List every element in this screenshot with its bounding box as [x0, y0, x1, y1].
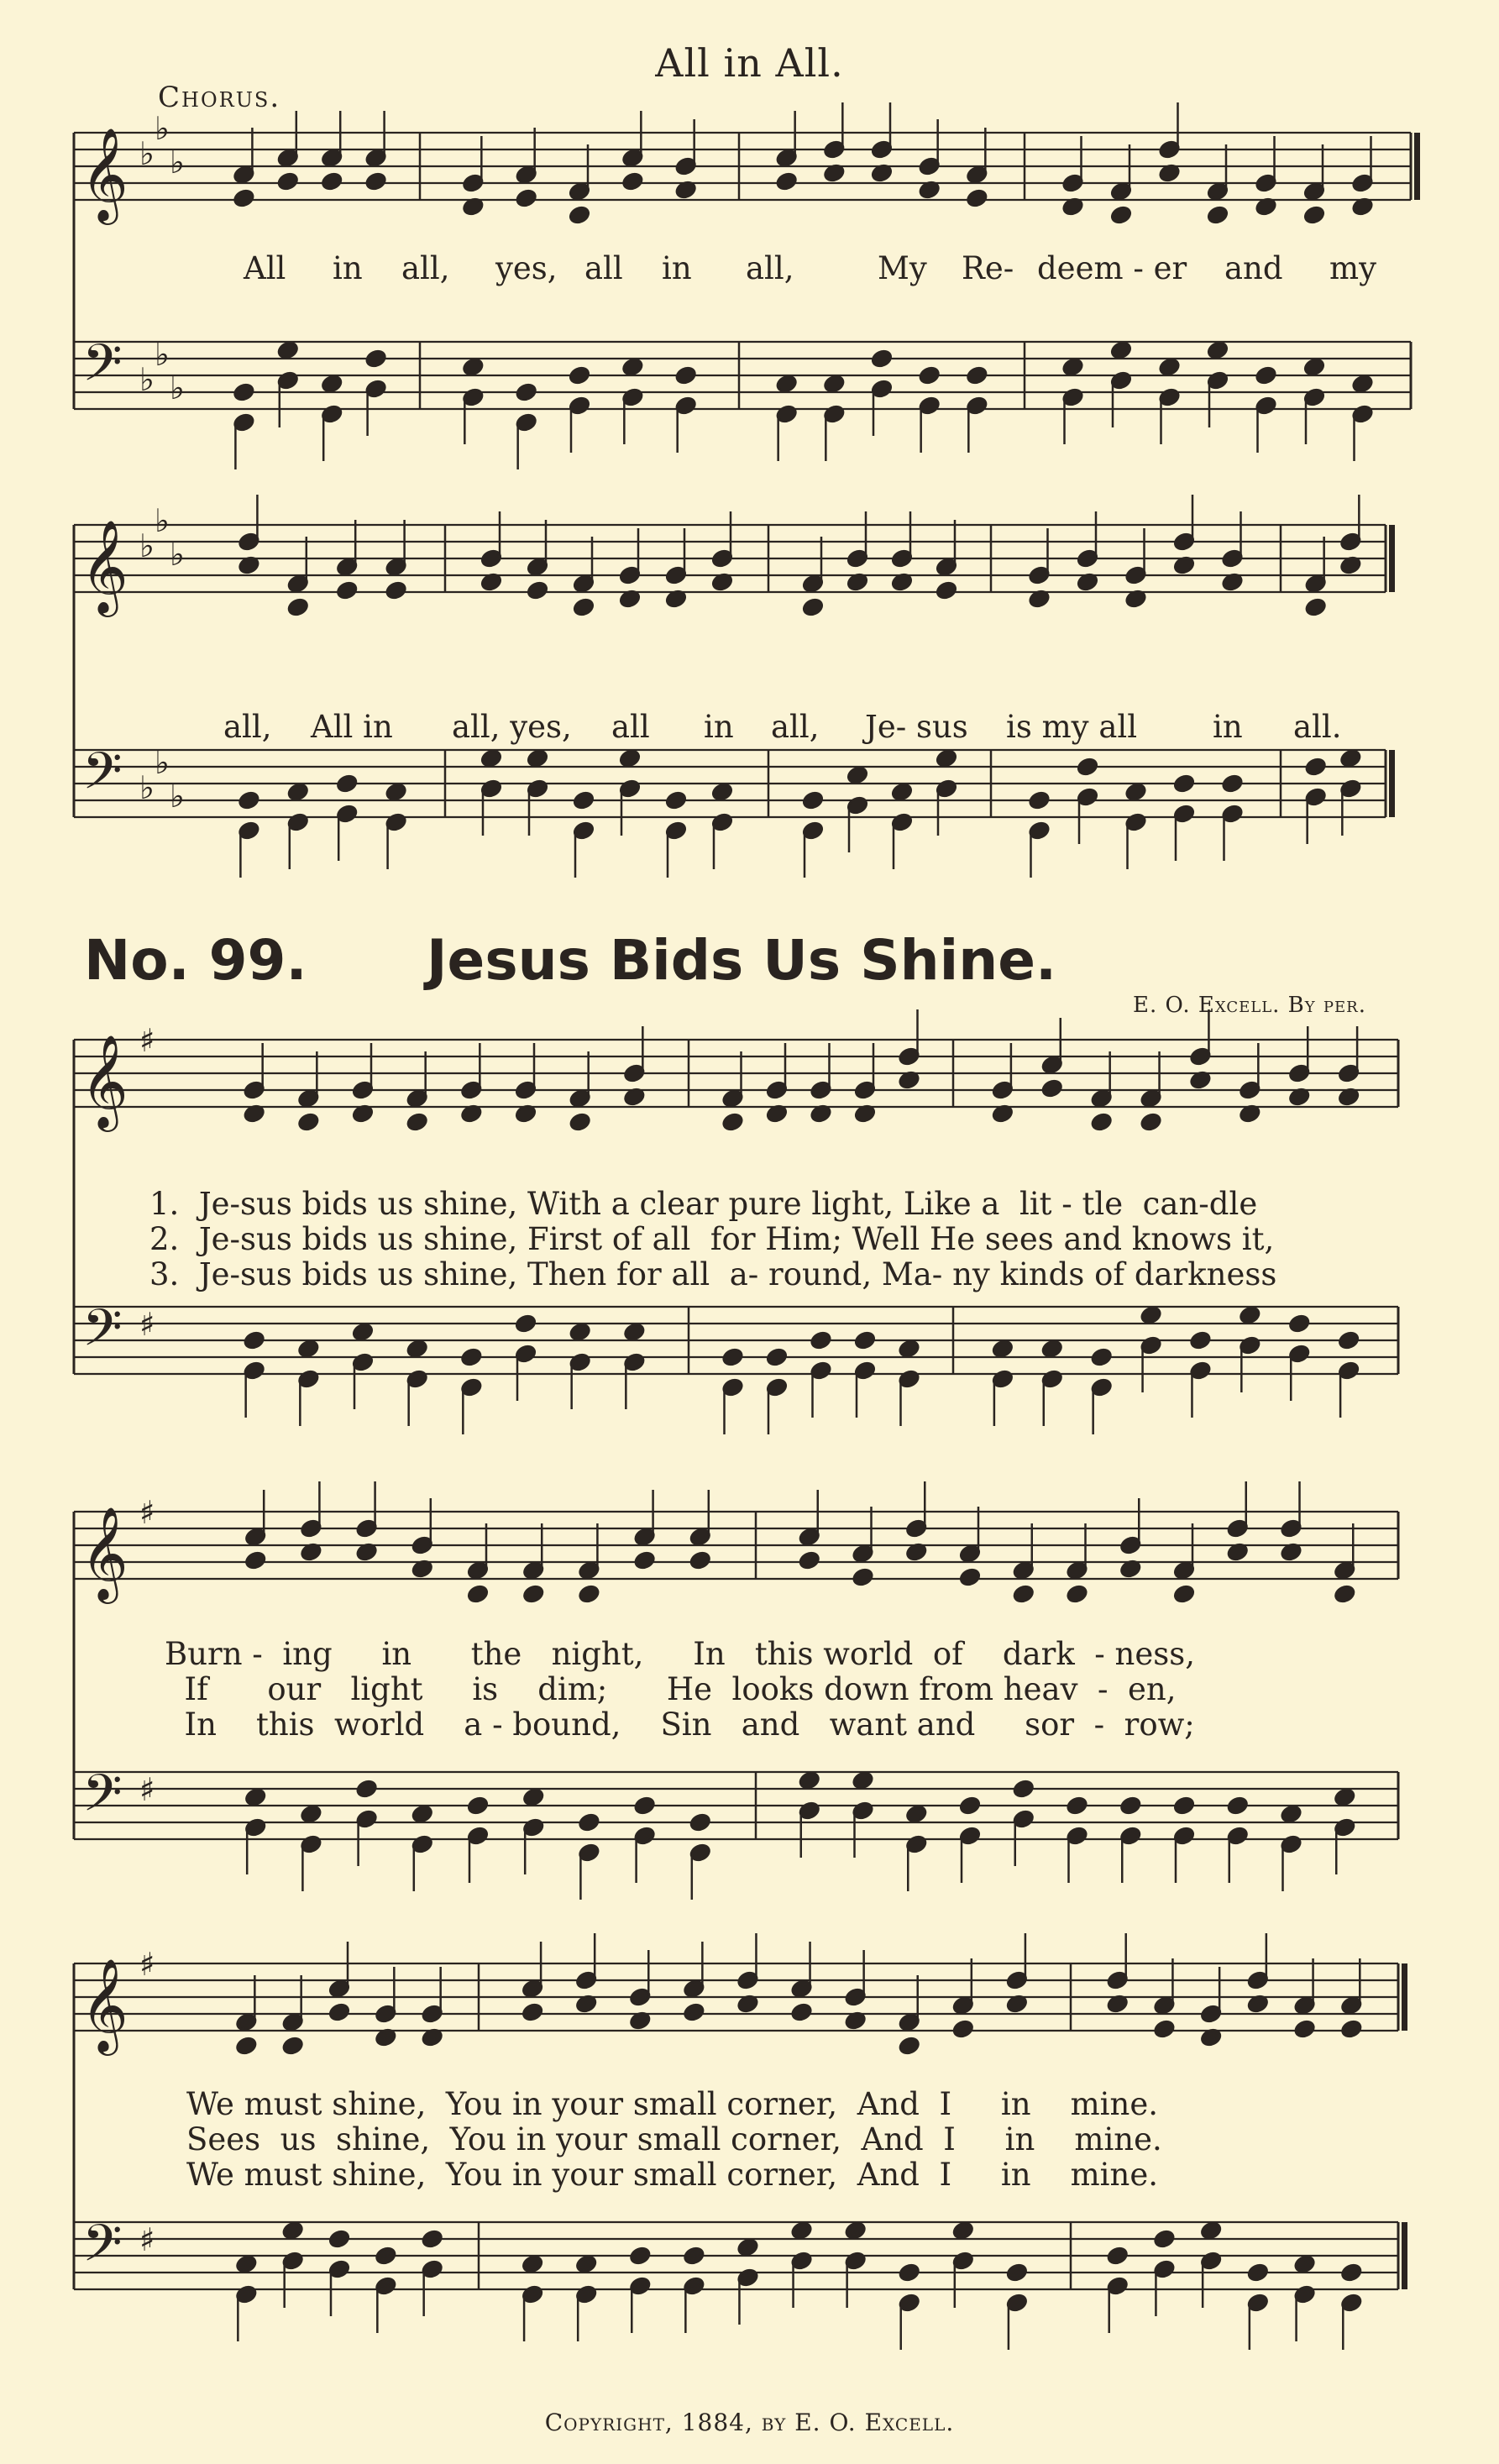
note-head — [385, 782, 407, 802]
clef-icon: 𝄞 — [81, 1958, 128, 2052]
note-head — [1288, 1313, 1311, 1334]
note-head — [276, 171, 299, 191]
note-head — [515, 1313, 537, 1334]
note-head — [683, 2002, 705, 2022]
note-head — [321, 374, 343, 394]
note-head — [297, 1112, 320, 1132]
note-head — [1090, 1112, 1113, 1132]
note-head — [775, 374, 798, 394]
note-head — [898, 2036, 920, 2056]
note-head — [1090, 1347, 1113, 1367]
clef-icon: 𝄞 — [81, 1034, 128, 1128]
note-head — [235, 2254, 258, 2274]
verse-line-3: 3. Je-sus bids us shine, Then for all a- round, Ma- ny kinds of darkness — [149, 1256, 1277, 1292]
note-head — [244, 1550, 267, 1570]
note-head — [790, 2002, 813, 2022]
note-head — [1124, 782, 1147, 802]
note-head — [852, 1770, 874, 1790]
note-head — [918, 365, 941, 385]
note-head — [233, 382, 255, 402]
note-head — [1340, 2019, 1363, 2039]
clef-icon: 𝄢 — [82, 1764, 123, 1836]
note-head — [1303, 357, 1326, 377]
lyric-word: yes, — [495, 250, 558, 286]
lyric-word: all, — [746, 250, 794, 286]
note-head — [633, 1796, 656, 1816]
lyric-word: my — [1329, 250, 1376, 286]
note-head — [1140, 1112, 1162, 1132]
note-head — [355, 1779, 378, 1799]
note-head — [871, 349, 894, 369]
flat-icon: ♭ — [155, 336, 170, 373]
note-head — [276, 340, 299, 360]
hymn-number: No. 99. — [84, 928, 307, 993]
note-head — [321, 171, 343, 191]
note-head — [951, 2220, 974, 2241]
note-head — [898, 1339, 920, 1359]
note-head — [951, 2019, 974, 2039]
note-head — [810, 1330, 832, 1350]
lyric-word: in — [1213, 709, 1243, 745]
flat-icon: ♭ — [139, 135, 155, 172]
flat-icon: ♭ — [139, 527, 155, 564]
note-head — [798, 1770, 820, 1790]
note-head — [364, 171, 387, 191]
verse-line-1: 1. Je-sus bids us shine, With a clear pure light, Like a lit - tle can-dle — [149, 1186, 1258, 1222]
lyric-word: all — [584, 250, 623, 286]
note-head — [1153, 2229, 1176, 2249]
note-head — [462, 357, 485, 377]
note-head — [775, 171, 798, 191]
note-head — [1239, 1305, 1261, 1325]
note-head — [633, 1550, 656, 1570]
note-head — [522, 2254, 544, 2274]
note-head — [1012, 1779, 1035, 1799]
flat-icon: ♭ — [170, 778, 185, 815]
clef-icon: 𝄢 — [82, 2214, 123, 2286]
note-head — [1221, 773, 1244, 794]
note-head — [235, 2036, 258, 2056]
lyric-word: in — [333, 250, 363, 286]
lyric-word: Je- sus — [865, 709, 968, 745]
note-head — [966, 188, 988, 208]
lyric-word: is my all — [1006, 709, 1138, 745]
middle-line-2: If our light is dim; He looks down from heav - en, — [165, 1671, 1177, 1707]
note-head — [569, 1112, 591, 1132]
note-head — [1303, 205, 1326, 225]
flat-icon: ♭ — [155, 502, 170, 539]
clef-icon: 𝄢 — [82, 1298, 123, 1371]
note-head — [1200, 2220, 1223, 2241]
note-head — [233, 188, 255, 208]
flat-icon: ♭ — [170, 536, 185, 573]
note-head — [1066, 1796, 1088, 1816]
note-head — [854, 1330, 877, 1350]
note-head — [823, 374, 846, 394]
sharp-icon: ♯ — [139, 1022, 155, 1059]
note-head — [569, 1322, 591, 1342]
flat-icon: ♭ — [155, 110, 170, 147]
note-head — [1140, 1305, 1162, 1325]
note-head — [721, 1347, 744, 1367]
lyric-word: all. — [1293, 709, 1342, 745]
note-head — [959, 1796, 982, 1816]
note-head — [1207, 340, 1229, 360]
note-head — [522, 2002, 544, 2022]
note-head — [300, 1804, 322, 1824]
note-head — [328, 2229, 351, 2249]
flat-icon: ♭ — [139, 361, 155, 398]
note-head — [766, 1347, 789, 1367]
note-head — [689, 1812, 711, 1832]
note-head — [966, 365, 988, 385]
note-head — [959, 1567, 982, 1587]
flat-icon: ♭ — [170, 370, 185, 406]
lyric-word: Re- — [962, 250, 1014, 286]
note-head — [1293, 2019, 1316, 2039]
lyric-word: All — [244, 250, 286, 286]
sharp-icon: ♯ — [139, 1494, 155, 1531]
note-head — [297, 1339, 320, 1359]
note-head — [480, 748, 503, 768]
note-head — [1255, 365, 1277, 385]
note-head — [1110, 205, 1133, 225]
note-head — [467, 1796, 490, 1816]
note-head — [421, 2229, 443, 2249]
hymn-title-99: Jesus Bids Us Shine. — [427, 928, 1057, 993]
lyric-word: in — [662, 250, 692, 286]
sharp-icon: ♯ — [139, 1771, 155, 1808]
lyric-word: deem - er — [1037, 250, 1187, 286]
lyric-word: all, — [223, 709, 272, 745]
note-head — [1304, 597, 1327, 617]
note-head — [578, 1584, 600, 1604]
note-head — [411, 1804, 433, 1824]
note-head — [467, 1584, 490, 1604]
flat-icon: ♭ — [170, 144, 185, 181]
note-head — [1351, 374, 1374, 394]
chorus-label: Chorus. — [158, 81, 281, 114]
note-head — [905, 1804, 928, 1824]
double-bar — [1389, 525, 1395, 592]
note-head — [1158, 357, 1181, 377]
note-head — [802, 790, 825, 810]
note-head — [1119, 1796, 1142, 1816]
flat-icon: ♭ — [155, 744, 170, 781]
final-line-3: We must shine, You in your small corner, And I in mine. — [186, 2157, 1158, 2193]
note-head — [375, 2246, 397, 2266]
note-head — [1061, 357, 1084, 377]
note-head — [522, 1787, 545, 1807]
copyright-notice: Copyright, 1884, by E. O. Excell. — [544, 2409, 955, 2436]
sharp-icon: ♯ — [139, 2221, 155, 2258]
note-head — [1173, 1796, 1196, 1816]
note-head — [515, 382, 537, 402]
lyric-word: all, yes, — [452, 709, 572, 745]
note-head — [619, 748, 642, 768]
note-head — [406, 1112, 428, 1132]
note-head — [286, 597, 309, 617]
clef-icon: 𝄞 — [81, 519, 128, 613]
note-head — [1339, 748, 1362, 768]
lyric-word: in — [704, 709, 734, 745]
note-head — [621, 171, 644, 191]
clef-icon: 𝄢 — [82, 333, 123, 406]
note-head — [336, 773, 359, 794]
note-head — [891, 782, 914, 802]
note-head — [1153, 2019, 1176, 2039]
note-head — [629, 2246, 652, 2266]
note-head — [238, 790, 260, 810]
note-head — [1304, 757, 1327, 777]
note-head — [992, 1339, 1014, 1359]
note-head — [569, 365, 591, 385]
note-head — [1189, 1330, 1212, 1350]
note-head — [1338, 1330, 1360, 1350]
note-head — [1106, 2246, 1129, 2266]
note-head — [1012, 1584, 1035, 1604]
note-head — [1334, 1584, 1356, 1604]
lyric-word: all — [611, 709, 650, 745]
double-bar — [1414, 133, 1420, 200]
double-bar — [1402, 2222, 1407, 2289]
note-head — [674, 365, 697, 385]
note-head — [852, 1567, 874, 1587]
verse-line-2: 2. Je-sus bids us shine, First of all for Him; Well He sees and knows it, — [149, 1221, 1275, 1257]
note-head — [1066, 1584, 1088, 1604]
composer-credit: E. O. Excell. By per. — [1133, 993, 1366, 1018]
note-head — [683, 2246, 705, 2266]
lyric-word: all, — [401, 250, 450, 286]
note-head — [1280, 1804, 1302, 1824]
double-bar — [1389, 750, 1395, 817]
note-head — [1110, 340, 1133, 360]
clef-icon: 𝄞 — [81, 1506, 128, 1600]
note-head — [281, 2036, 304, 2056]
note-head — [385, 580, 407, 600]
note-head — [522, 1584, 545, 1604]
note-head — [1226, 1796, 1249, 1816]
flat-icon: ♭ — [139, 769, 155, 806]
note-head — [736, 2237, 759, 2257]
note-head — [244, 1787, 267, 1807]
note-head — [406, 1339, 428, 1359]
note-head — [569, 205, 591, 225]
note-head — [1077, 757, 1099, 777]
note-head — [711, 782, 734, 802]
note-head — [721, 1112, 744, 1132]
sharp-icon: ♯ — [139, 1306, 155, 1343]
note-head — [936, 748, 958, 768]
note-head — [364, 349, 387, 369]
note-head — [1247, 2262, 1270, 2283]
note-head — [573, 597, 595, 617]
sharp-icon: ♯ — [139, 1946, 155, 1983]
note-head — [802, 597, 825, 617]
lyric-word: My — [878, 250, 927, 286]
note-head — [1173, 1584, 1196, 1604]
note-head — [527, 748, 549, 768]
note-head — [846, 765, 869, 785]
double-bar — [1402, 1963, 1407, 2031]
note-head — [243, 1330, 265, 1350]
note-head — [1207, 205, 1229, 225]
note-head — [844, 2220, 867, 2241]
note-head — [515, 188, 537, 208]
note-head — [1006, 2262, 1029, 2283]
note-head — [1334, 1787, 1356, 1807]
note-head — [790, 2220, 813, 2241]
note-head — [936, 580, 958, 600]
note-head — [281, 2220, 304, 2241]
note-head — [527, 580, 549, 600]
note-head — [286, 782, 309, 802]
note-head — [573, 790, 595, 810]
hymn-title: All in All. — [655, 40, 844, 86]
note-head — [621, 357, 644, 377]
clef-icon: 𝄢 — [82, 742, 123, 814]
lyric-word: and — [1224, 250, 1283, 286]
note-head — [336, 580, 359, 600]
note-head — [898, 2262, 920, 2283]
note-head — [1173, 773, 1196, 794]
note-head — [1293, 2254, 1316, 2274]
clef-icon: 𝄞 — [81, 127, 128, 221]
note-head — [352, 1322, 375, 1342]
middle-line-3: In this world a - bound, Sin and want and sor - row; — [165, 1706, 1195, 1743]
note-head — [665, 790, 688, 810]
note-head — [689, 1550, 711, 1570]
note-head — [460, 1347, 483, 1367]
note-head — [1028, 790, 1051, 810]
lyric-word: all, — [771, 709, 820, 745]
note-head — [1040, 1078, 1063, 1098]
note-head — [575, 2254, 598, 2274]
note-head — [1040, 1339, 1063, 1359]
final-line-2: Sees us shine, You in your small corner, And I in mine. — [186, 2121, 1162, 2157]
middle-line-1: Burn - ing in the night, In this world of dark - ness, — [165, 1636, 1195, 1672]
final-line-1: We must shine, You in your small corner, And I in mine. — [186, 2086, 1158, 2122]
note-head — [328, 2002, 351, 2022]
note-head — [623, 1322, 646, 1342]
note-head — [578, 1812, 600, 1832]
note-head — [798, 1550, 820, 1570]
lyric-word: All in — [311, 709, 393, 745]
note-head — [1340, 2262, 1363, 2283]
